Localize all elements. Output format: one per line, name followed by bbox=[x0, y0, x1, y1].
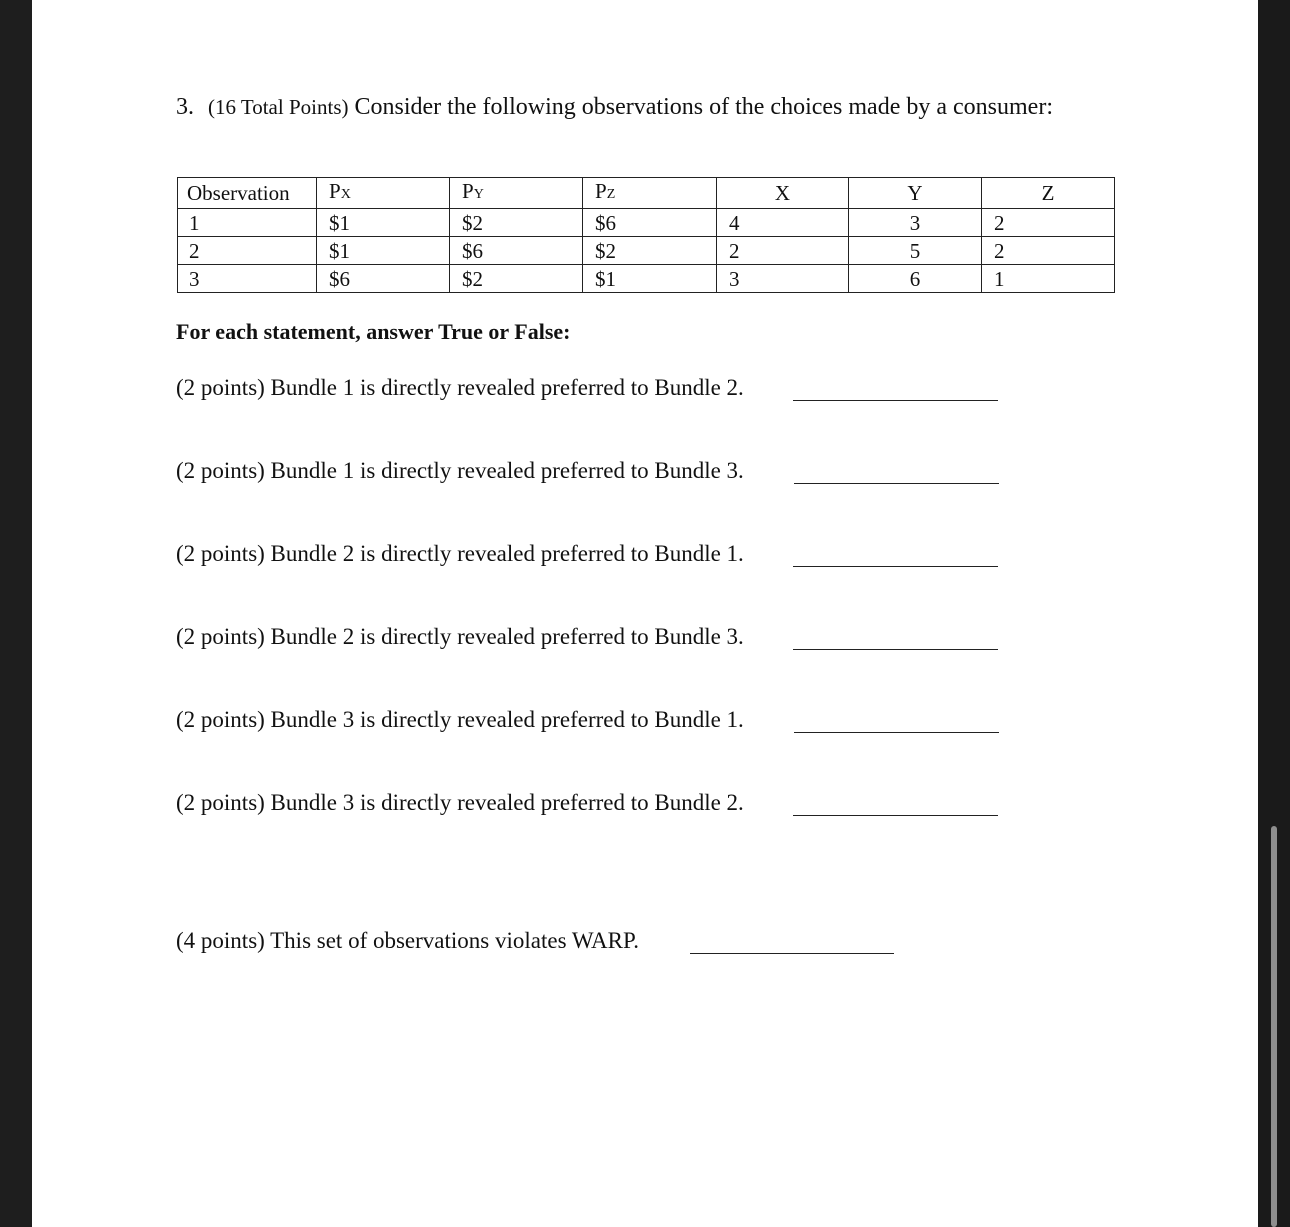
answer-blank-2[interactable] bbox=[794, 483, 999, 484]
statement-3: (2 points) Bundle 2 is directly revealed preferred to Bundle 1. bbox=[176, 541, 744, 566]
cell-x: 3 bbox=[717, 265, 849, 293]
instructions: For each statement, answer True or False: bbox=[176, 319, 571, 344]
cell-observation: 3 bbox=[178, 265, 317, 293]
cell-price-x: $1 bbox=[317, 209, 450, 237]
document-page bbox=[32, 0, 1258, 1227]
cell-price-x: $6 bbox=[317, 265, 450, 293]
answer-blank-6[interactable] bbox=[793, 815, 998, 816]
question-number: 3. bbox=[176, 94, 194, 120]
cell-price-y: $2 bbox=[450, 209, 583, 237]
answer-blank-4[interactable] bbox=[793, 649, 998, 650]
scrollbar-thumb[interactable] bbox=[1271, 826, 1277, 1227]
cell-price-z: $6 bbox=[583, 209, 717, 237]
header-price-x: PX bbox=[317, 178, 450, 209]
header-observation: Observation bbox=[178, 178, 317, 209]
answer-blank-5[interactable] bbox=[794, 732, 999, 733]
cell-price-z: $2 bbox=[583, 237, 717, 265]
table-header-row bbox=[178, 178, 1115, 209]
cell-price-z: $1 bbox=[583, 265, 717, 293]
header-z: Z bbox=[982, 178, 1115, 209]
answer-blank-7[interactable] bbox=[690, 953, 894, 954]
cell-x: 4 bbox=[717, 209, 849, 237]
cell-z: 2 bbox=[982, 237, 1115, 265]
question-points: (16 Total Points) bbox=[208, 95, 349, 119]
statement-5: (2 points) Bundle 3 is directly revealed preferred to Bundle 1. bbox=[176, 707, 744, 732]
answer-blank-3[interactable] bbox=[793, 566, 998, 567]
table-row bbox=[178, 209, 1115, 237]
cell-z: 1 bbox=[982, 265, 1115, 293]
statement-6: (2 points) Bundle 3 is directly revealed preferred to Bundle 2. bbox=[176, 790, 744, 815]
cell-observation: 2 bbox=[178, 237, 317, 265]
observations-table bbox=[177, 177, 1115, 293]
header-price-z: PZ bbox=[583, 178, 717, 209]
header-x: X bbox=[717, 178, 849, 209]
statement-1: (2 points) Bundle 1 is directly revealed preferred to Bundle 2. bbox=[176, 375, 744, 400]
cell-y: 5 bbox=[849, 237, 982, 265]
cell-price-x: $1 bbox=[317, 237, 450, 265]
cell-y: 6 bbox=[849, 265, 982, 293]
answer-blank-1[interactable] bbox=[793, 400, 998, 401]
table-row bbox=[178, 237, 1115, 265]
question-text: Consider the following observations of the choices made by a consumer: bbox=[354, 94, 1053, 120]
question-header bbox=[176, 94, 1053, 121]
cell-price-y: $6 bbox=[450, 237, 583, 265]
cell-x: 2 bbox=[717, 237, 849, 265]
statement-7: (4 points) This set of observations violates WARP. bbox=[176, 928, 639, 953]
header-y: Y bbox=[849, 178, 982, 209]
cell-price-y: $2 bbox=[450, 265, 583, 293]
cell-z: 2 bbox=[982, 209, 1115, 237]
statement-4: (2 points) Bundle 2 is directly revealed preferred to Bundle 3. bbox=[176, 624, 744, 649]
cell-observation: 1 bbox=[178, 209, 317, 237]
statement-2: (2 points) Bundle 1 is directly revealed preferred to Bundle 3. bbox=[176, 458, 744, 483]
cell-y: 3 bbox=[849, 209, 982, 237]
table-row bbox=[178, 265, 1115, 293]
header-price-y: PY bbox=[450, 178, 583, 209]
